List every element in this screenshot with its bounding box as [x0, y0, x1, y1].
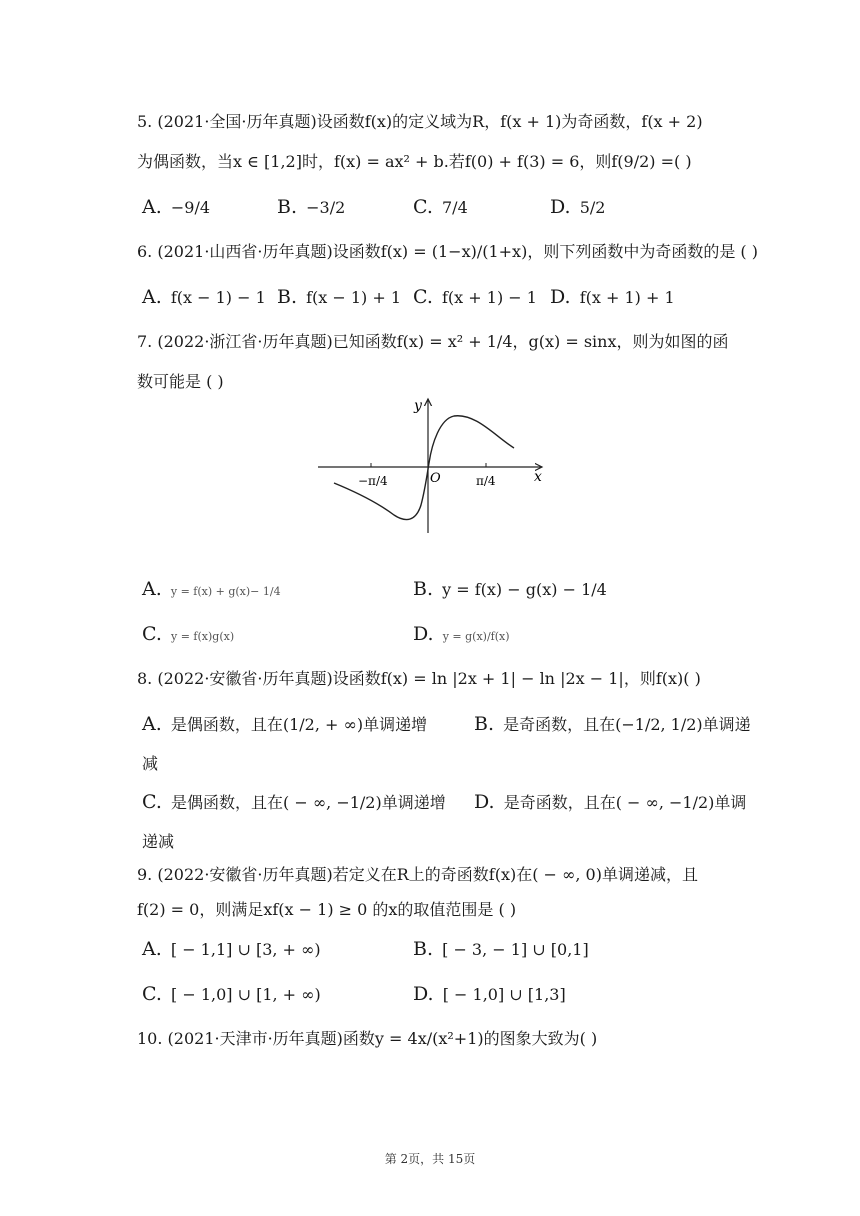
option-letter: D. — [413, 983, 434, 1005]
q9-option-a — [142, 937, 321, 962]
option-letter: A. — [142, 938, 162, 960]
q8-option-c — [142, 790, 446, 815]
origin-label: O — [430, 471, 441, 486]
q8-stem-line1: 8. (2022·安徽省·历年真题)设函数f(x) = ln |2x + 1| − ln |2x − 1|，则f(x)( ) — [137, 669, 701, 688]
option-text: f(x − 1) + 1 — [306, 288, 402, 307]
function-curve — [334, 416, 514, 520]
option-text: 7/4 — [442, 198, 468, 217]
q9-stem-line1: 9. (2022·安徽省·历年真题)若定义在R上的奇函数f(x)在( − ∞, 0)单调递减，且 — [137, 865, 698, 884]
neg-tick-label: −π/4 — [358, 474, 388, 488]
q6-option-c — [413, 285, 537, 310]
q5-option-b — [277, 195, 345, 220]
q9-option-d — [413, 982, 566, 1007]
q7-stem-line1: 7. (2022·浙江省·历年真题)已知函数f(x) = x² + 1/4，g(x) = sinx，则为如图的函 — [137, 332, 729, 351]
option-letter: C. — [142, 623, 162, 645]
q7-option-d — [413, 622, 510, 649]
option-letter: D. — [550, 196, 571, 218]
q7-stem-line2: 数可能是 ( ) — [137, 372, 224, 391]
q10-stem-line1: 10. (2021·天津市·历年真题)函数y = 4x/(x²+1)的图象大致为( ) — [137, 1029, 598, 1048]
option-text: 是奇函数，且在( − ∞, −1/2)单调 — [503, 793, 747, 812]
q6-option-a — [142, 285, 266, 310]
q6-option-b — [277, 285, 401, 310]
q5-option-c — [413, 195, 468, 220]
x-axis-label: x — [534, 469, 542, 485]
option-text: y = g(x)/f(x) — [442, 630, 510, 643]
q8-option-b — [474, 712, 751, 737]
option-text: [ − 1,1] ∪ [3, + ∞) — [170, 940, 321, 959]
option-text: 是奇函数，且在(−1/2, 1/2)单调递 — [503, 715, 751, 734]
option-letter: D. — [413, 623, 434, 645]
q8-option-b-wrap: 减 — [142, 754, 159, 773]
option-letter: A. — [142, 713, 162, 735]
option-letter: B. — [413, 578, 434, 600]
q5-option-d — [550, 195, 605, 220]
q5-stem-line1: 5. (2021·全国·历年真题)设函数f(x)的定义域为R，f(x + 1)为奇函数，f(x + 2) — [137, 112, 703, 131]
option-letter: B. — [474, 713, 495, 735]
q7-option-b — [413, 577, 607, 602]
y-axis-label: y — [414, 398, 422, 414]
option-letter: D. — [550, 286, 571, 308]
option-text: 是偶函数，且在( − ∞, −1/2)单调递增 — [171, 793, 446, 812]
q5-stem-line2: 为偶函数，当x ∈ [1,2]时，f(x) = ax² + b.若f(0) + f(3) = 6，则f(9/2) =( ) — [137, 152, 692, 171]
q9-option-b — [413, 937, 589, 962]
option-text: [ − 1,0] ∪ [1, + ∞) — [171, 985, 321, 1004]
option-text: f(x − 1) − 1 — [170, 288, 266, 307]
q5-option-a — [142, 195, 210, 220]
q7-option-c — [142, 622, 234, 649]
option-letter: A. — [142, 286, 162, 308]
q7-option-a — [142, 577, 281, 604]
option-text: 5/2 — [579, 198, 606, 217]
option-text: [ − 3, − 1] ∪ [0,1] — [442, 940, 589, 959]
option-letter: A. — [142, 578, 162, 600]
option-letter: B. — [277, 196, 298, 218]
option-text: f(x + 1) + 1 — [579, 288, 675, 307]
q8-option-a — [142, 712, 427, 737]
q9-option-c — [142, 982, 321, 1007]
q6-option-d — [550, 285, 675, 310]
option-text: [ − 1,0] ∪ [1,3] — [442, 985, 566, 1004]
option-letter: D. — [474, 791, 495, 813]
pos-tick-label: π/4 — [476, 474, 496, 488]
option-letter: C. — [413, 196, 433, 218]
option-text: −3/2 — [306, 198, 346, 217]
q9-stem-line2: f(2) = 0，则满足xf(x − 1) ≥ 0 的x的取值范围是 ( ) — [137, 900, 517, 919]
option-text: −9/4 — [170, 198, 211, 217]
option-letter: C. — [142, 983, 162, 1005]
option-text: y = f(x)g(x) — [171, 630, 235, 643]
option-text: f(x + 1) − 1 — [442, 288, 537, 307]
q8-option-d — [474, 790, 746, 815]
function-graph-figure — [316, 395, 548, 537]
option-letter: B. — [413, 938, 434, 960]
q8-option-d-wrap: 递减 — [142, 832, 175, 851]
option-text: 是偶函数，且在(1/2, + ∞)单调递增 — [170, 715, 428, 734]
option-letter: C. — [413, 286, 433, 308]
option-letter: C. — [142, 791, 162, 813]
option-text: y = f(x) + g(x)− 1/4 — [170, 585, 281, 598]
option-letter: A. — [142, 196, 162, 218]
page-footer: 第 2页，共 15页 — [384, 1152, 476, 1166]
option-text: y = f(x) − g(x) − 1/4 — [442, 580, 607, 599]
q6-stem-line1: 6. (2021·山西省·历年真题)设函数f(x) = (1−x)/(1+x)，则下列函数中为奇函数的是 ( ) — [137, 242, 758, 261]
option-letter: B. — [277, 286, 298, 308]
